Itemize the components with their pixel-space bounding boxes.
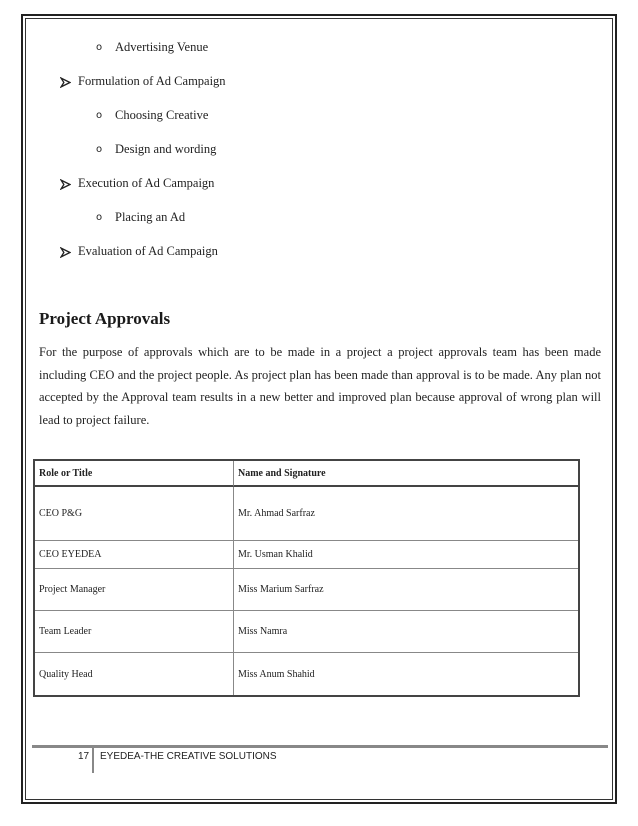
table-row [35, 487, 578, 541]
cell-role: CEO EYEDEA [35, 541, 234, 569]
table-row [35, 653, 578, 695]
cell-role: Team Leader [35, 611, 234, 653]
cell-name: Miss Marium Sarfraz [234, 569, 578, 611]
arrow-bullet-icon [60, 77, 71, 88]
cell-role: Quality Head [35, 653, 234, 695]
section-heading: Project Approvals [39, 309, 171, 328]
list-item-execution: Execution of Ad Campaign [78, 176, 215, 190]
cell-role: CEO P&G [35, 487, 234, 541]
cell-name: Mr. Ahmad Sarfraz [234, 487, 578, 541]
approvals-table [33, 459, 580, 697]
list-item-evaluation: Evaluation of Ad Campaign [78, 244, 218, 258]
cell-name: Miss Anum Shahid [238, 668, 315, 680]
section-paragraph: For the purpose of approvals which are to be made in a project a project approvals team has been made including CEO and the project people. As project plan has been made than approval is to be made. Any plan not accepted by the Approval team results in a new better and improved plan because approval of wrong plan will lead to project failure. [39, 345, 601, 427]
sub-bullet-icon: o [96, 144, 103, 155]
table-row [35, 569, 578, 611]
footer-separator [92, 748, 94, 773]
table-header-row [35, 461, 578, 487]
table-row [35, 611, 578, 653]
sub-bullet-icon: o [96, 212, 103, 223]
arrow-bullet-icon [60, 179, 71, 190]
column-header-name: Name and Signature [234, 461, 578, 487]
cell-role: Project Manager [35, 569, 234, 611]
sub-bullet-icon: o [96, 42, 103, 53]
list-item-design-wording: Design and wording [115, 142, 217, 156]
footer-divider [32, 745, 608, 748]
cell-name: Mr. Usman Khalid [234, 541, 578, 569]
cell-name: Miss Namra [234, 611, 578, 653]
table-row [35, 541, 578, 569]
list-item-placing-ad: Placing an Ad [115, 210, 186, 224]
sub-bullet-icon: o [96, 110, 103, 121]
footer-title: EYEDEA-THE CREATIVE SOLUTIONS [100, 751, 277, 762]
list-item-choosing-creative: Choosing Creative [115, 108, 209, 122]
list-item-formulation: Formulation of Ad Campaign [78, 74, 226, 88]
page-number: 17 [78, 751, 90, 762]
list-item-advertising-venue: Advertising Venue [115, 40, 209, 54]
column-header-role: Role or Title [35, 461, 234, 487]
arrow-bullet-icon [60, 247, 71, 258]
